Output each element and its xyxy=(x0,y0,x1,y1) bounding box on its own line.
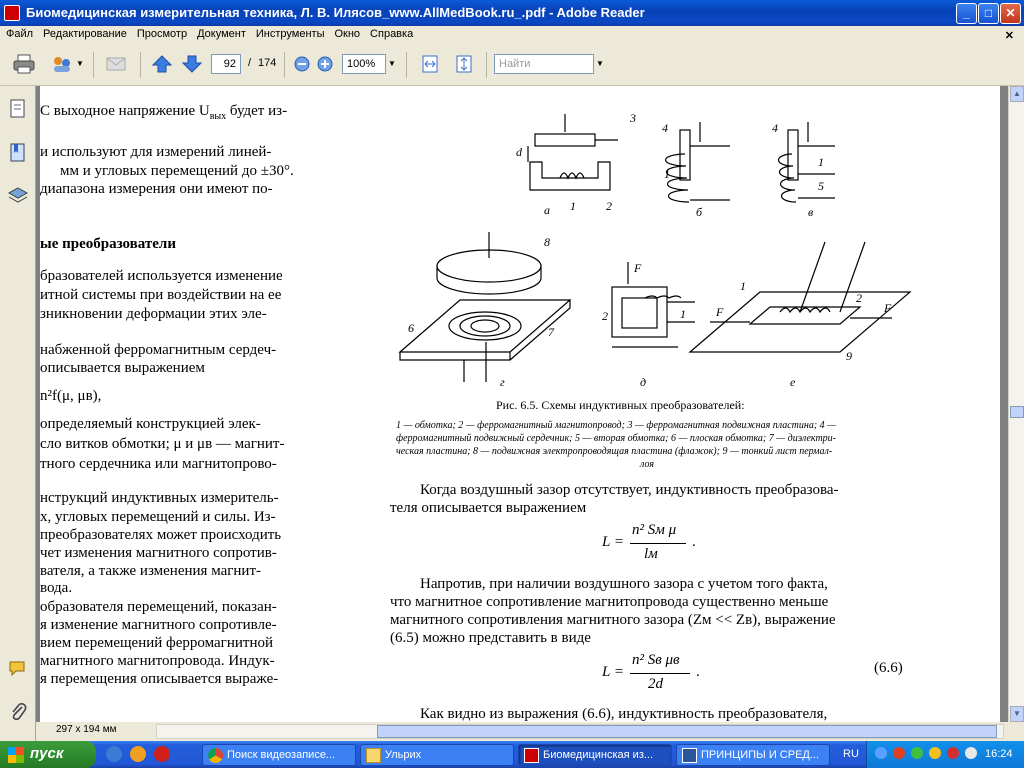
text-line: сло витков обмотки; μ и μв — магнит- xyxy=(40,436,285,452)
menu-view[interactable]: Просмотр xyxy=(136,28,188,40)
menu-window[interactable]: Окно xyxy=(334,28,361,40)
task-word[interactable]: ПРИНЦИПЫ И СРЕД... xyxy=(676,744,830,766)
task-folder[interactable]: Ульрих xyxy=(360,744,514,766)
language-indicator[interactable]: RU xyxy=(843,748,859,760)
figure-label: 9 xyxy=(846,349,852,363)
menu-document[interactable]: Документ xyxy=(197,28,246,40)
text-line: магнитного магнитопровода. Индук- xyxy=(40,653,275,669)
figure-legend-line: лоя xyxy=(640,459,654,470)
word-icon xyxy=(682,748,697,763)
maximize-button[interactable]: □ xyxy=(978,3,999,24)
figure-label: 1 xyxy=(570,199,576,213)
text-line: теля описывается выражением xyxy=(390,500,587,516)
navigation-panel xyxy=(0,86,36,741)
search-dropdown-icon[interactable]: ▼ xyxy=(596,59,604,68)
figure-label: 1 xyxy=(818,155,824,169)
figure-legend-line: ферромагнитный подвижный сердечник; 5 — вторая обмотка; 6 — плоская обмотка; 7 — диэлектри- xyxy=(396,433,837,444)
fit-page-icon[interactable] xyxy=(452,52,476,76)
equation-number: (6.6) xyxy=(874,660,903,676)
menu-bar xyxy=(0,26,1024,44)
figure-label: а xyxy=(544,203,550,217)
zoom-in-icon[interactable] xyxy=(313,52,337,76)
figure-label: 7 xyxy=(548,325,554,339)
figure-label: 3 xyxy=(630,111,636,125)
figure-label: F xyxy=(884,301,892,315)
text-line: Напротив, при наличии воздушного зазора с учетом того факта, xyxy=(420,576,828,592)
tray-icon[interactable] xyxy=(875,747,887,759)
text-line: зникновении деформации этих эле- xyxy=(40,306,267,322)
start-button[interactable] xyxy=(0,741,96,768)
figure-label: 4 xyxy=(662,121,668,135)
text-line: х, угловых перемещений и силы. Из- xyxy=(40,509,276,525)
section-heading: ые преобразователи xyxy=(40,236,176,252)
figure-label: 2 xyxy=(606,199,612,213)
clock: 16:24 xyxy=(985,748,1013,760)
text-line: Когда воздушный зазор отсутствует, индуктивность преобразова- xyxy=(420,482,839,498)
tray-icon[interactable] xyxy=(911,747,923,759)
text-line: С выходное напряжение $U_{вых}$ будет из- xyxy=(40,103,288,122)
show-desktop-icon[interactable] xyxy=(106,746,122,762)
attachments-icon[interactable] xyxy=(7,700,29,722)
text-line: нструкций индуктивных измеритель- xyxy=(40,490,279,506)
text-line: итной системы при воздействии на ее xyxy=(40,287,282,303)
formula-6-5: L = n² Sм μ lм . xyxy=(602,522,696,562)
task-adobe-reader[interactable]: Биомедицинская из... xyxy=(518,744,672,766)
text-line: вателя, а также изменения магнит- xyxy=(40,563,262,579)
menu-edit[interactable]: Редактирование xyxy=(43,28,127,40)
text-line: я изменение магнитного сопротивле- xyxy=(40,617,277,633)
windows-logo-icon xyxy=(8,747,24,763)
text-line: вием перемещений ферромагнитной xyxy=(40,635,273,651)
text-line: бразователей используется изменение xyxy=(40,268,283,284)
page-separator: / xyxy=(248,57,252,69)
text-line: (6.5) можно представить в виде xyxy=(390,630,591,646)
figure-diagram xyxy=(380,102,920,392)
quicklaunch-icon[interactable] xyxy=(130,746,146,762)
figure-label: d xyxy=(516,145,522,159)
menu-file[interactable]: Файл xyxy=(6,28,34,40)
figure-legend-line: 1 — обмотка; 2 — ферромагнитный магнитопровод; 3 — ферромагнитная подвижная пластина; 4 — xyxy=(396,420,837,431)
text-line: Как видно из выражения (6.6), индуктивность преобразователя, xyxy=(420,706,828,722)
page-total: 174 xyxy=(258,57,277,69)
previous-page-icon[interactable] xyxy=(150,52,174,76)
text-line: вода. xyxy=(40,580,73,596)
layers-icon[interactable] xyxy=(7,184,29,206)
adobe-reader-icon xyxy=(4,5,20,21)
scroll-down-icon[interactable]: ▼ xyxy=(1010,706,1024,722)
tray-icon[interactable] xyxy=(929,747,941,759)
toolbar-divider xyxy=(486,52,487,78)
minimize-button[interactable]: _ xyxy=(956,3,977,24)
figure-label: 2 xyxy=(602,309,608,323)
vertical-scrollbar[interactable] xyxy=(1008,86,1024,722)
scroll-thumb[interactable] xyxy=(1010,406,1024,418)
menu-help[interactable]: Справка xyxy=(370,28,414,40)
horizontal-scrollbar xyxy=(36,722,1024,741)
tray-icon[interactable] xyxy=(947,747,959,759)
figure-label: 6 xyxy=(408,321,414,335)
text-line: определяемый конструкцией элек- xyxy=(40,416,261,432)
zoom-select[interactable]: 100% xyxy=(342,54,386,74)
opera-icon[interactable] xyxy=(154,746,170,762)
title-bar xyxy=(0,0,1024,26)
toolbar-divider xyxy=(284,52,285,78)
taskbar xyxy=(0,741,1024,768)
text-line: образователя перемещений, показан- xyxy=(40,599,277,615)
text-line: набженной ферромагнитным сердеч- xyxy=(40,342,277,358)
menu-tools[interactable]: Инструменты xyxy=(255,28,325,40)
formula-line: n²f(μ, μв), xyxy=(40,388,102,404)
system-tray xyxy=(843,741,1024,768)
task-chrome[interactable]: Поиск видеозаписе... xyxy=(202,744,356,766)
text-line: я перемещения описывается выраже- xyxy=(40,671,279,687)
volume-icon[interactable] xyxy=(965,747,977,759)
text-line: чет изменения магнитного сопротив- xyxy=(40,545,277,561)
folder-icon xyxy=(366,748,381,763)
figure-label: F xyxy=(716,305,724,319)
pages-icon[interactable] xyxy=(7,98,29,120)
search-input[interactable]: Найти xyxy=(494,54,594,74)
window-title: Биомедицинская измерительная техника, Л. В. Илясов_www.AllMedBook.ru_.pdf - Adobe Reader xyxy=(26,5,645,20)
collaborate-dropdown-icon[interactable]: ▼ xyxy=(76,59,84,68)
text-line: описывается выражением xyxy=(40,360,205,376)
zoom-dropdown-icon[interactable]: ▼ xyxy=(388,59,396,68)
figure-label: 1 xyxy=(680,307,686,321)
figure-label: б xyxy=(696,205,703,219)
bookmarks-icon[interactable] xyxy=(7,142,29,164)
figure-label: в xyxy=(808,205,814,219)
text-line: тного сердечника или магнитопрово- xyxy=(40,456,277,472)
figure-label: 1 xyxy=(664,167,670,181)
horizontal-scroll-track[interactable] xyxy=(156,724,1004,739)
text-line: магнитного сопротивления магнитного зазора (Zм << Zв), выражение xyxy=(390,612,836,628)
close-document-button[interactable]: ✕ xyxy=(1004,30,1014,42)
fit-width-icon[interactable] xyxy=(418,52,442,76)
figure-label: 4 xyxy=(772,121,778,135)
text-line: что магнитное сопротивление магнитопровода существенно меньше xyxy=(390,594,829,610)
document-view[interactable] xyxy=(36,86,1008,722)
text-line: мм и угловых перемещений до ±30°. xyxy=(60,163,294,179)
page-number-input[interactable]: 92 xyxy=(211,54,241,74)
figure-label: е xyxy=(790,375,796,389)
zoom-out-icon[interactable] xyxy=(290,52,314,76)
figure-legend-line: ческая пластина; 8 — подвижная электропроводящая пластина (флажок); 9 — тонкий лист пермал- xyxy=(396,446,833,457)
pdf-page xyxy=(40,86,1000,722)
toolbar xyxy=(0,44,1024,86)
start-label: пуск xyxy=(30,745,64,762)
figure-label: 2 xyxy=(856,291,862,305)
close-button[interactable]: ✕ xyxy=(1000,3,1021,24)
text-line: преобразователях может происходить xyxy=(40,527,282,543)
text-line: и используют для измерений линей- xyxy=(40,144,272,160)
collaborate-icon[interactable] xyxy=(50,52,74,76)
print-icon[interactable] xyxy=(12,52,36,76)
text-line: диапазона измерения они имеют по- xyxy=(40,181,273,197)
comments-icon[interactable] xyxy=(7,658,29,680)
next-page-icon[interactable] xyxy=(180,52,204,76)
figure-label: 8 xyxy=(544,235,550,249)
horizontal-scroll-thumb[interactable] xyxy=(377,725,997,738)
toolbar-divider xyxy=(406,52,407,78)
figure-label: 1 xyxy=(740,279,746,293)
tray-icon[interactable] xyxy=(893,747,905,759)
page-size-label: 297 x 194 мм xyxy=(56,724,117,735)
figure-label: F xyxy=(634,261,642,275)
formula-6-6: L = n² Sв μв 2d . xyxy=(602,652,700,692)
toolbar-divider xyxy=(140,52,141,78)
email-icon xyxy=(104,52,128,76)
figure-label: г xyxy=(500,375,505,389)
figure-label: д xyxy=(640,375,647,389)
adobe-reader-icon xyxy=(524,748,539,763)
scroll-up-icon[interactable]: ▲ xyxy=(1010,86,1024,102)
figure-label: 5 xyxy=(818,179,824,193)
toolbar-divider xyxy=(93,52,94,78)
chrome-icon xyxy=(208,748,223,763)
figure-caption: Рис. 6.5. Схемы индуктивных преобразователей: xyxy=(496,398,745,412)
